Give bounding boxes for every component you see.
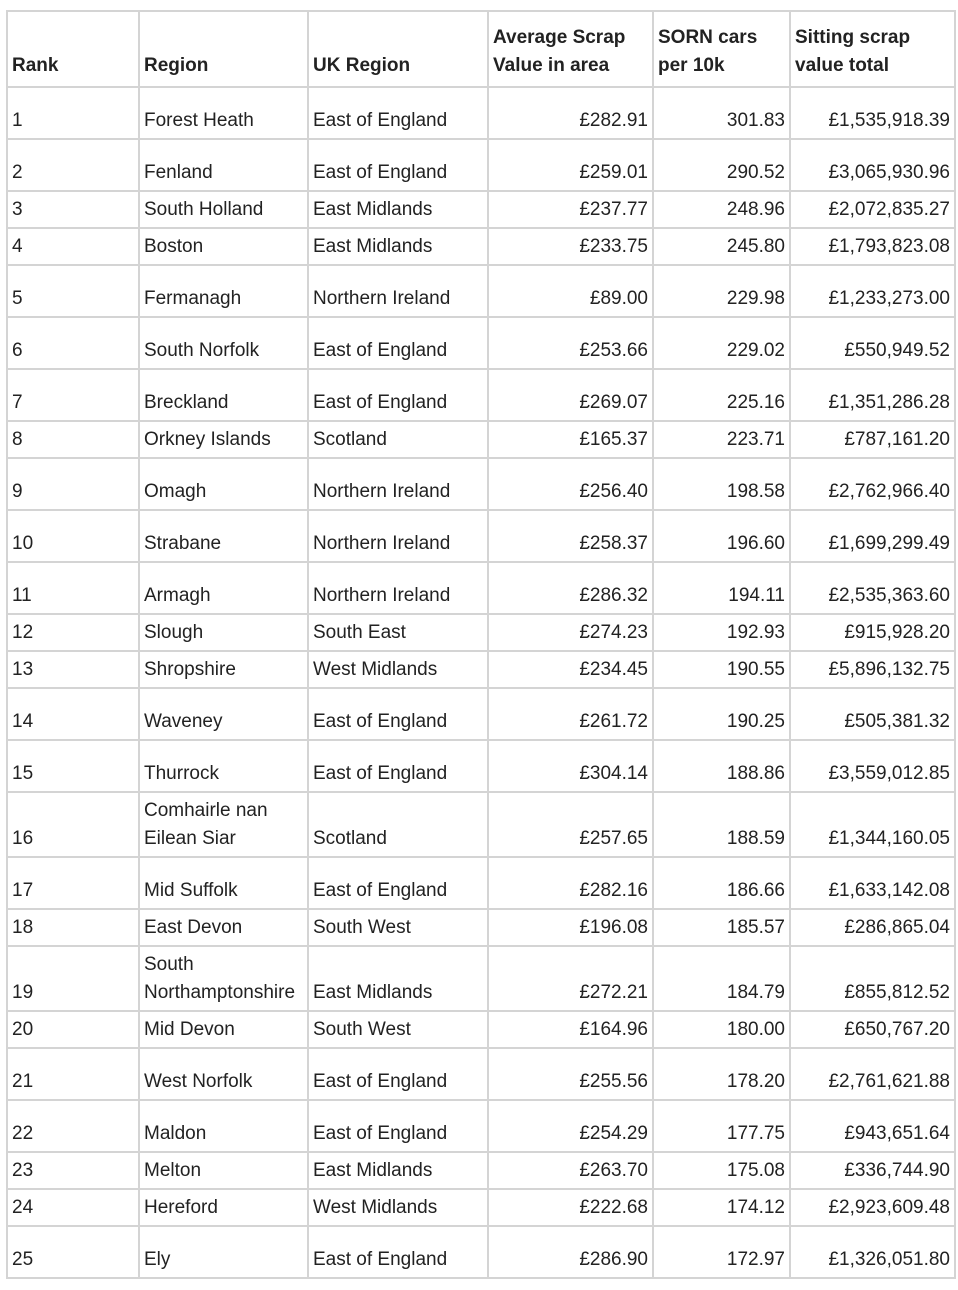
cell-rank: 14 xyxy=(7,688,139,740)
cell-rank: 12 xyxy=(7,614,139,651)
header-avg-scrap: Average Scrap Value in area xyxy=(488,11,653,87)
cell-sitting-total: £5,896,132.75 xyxy=(790,651,955,688)
cell-sorn: 186.66 xyxy=(653,857,790,909)
cell-region: Comhairle nan Eilean Siar xyxy=(139,792,308,857)
cell-avg-scrap: £274.23 xyxy=(488,614,653,651)
cell-uk-region: Northern Ireland xyxy=(308,562,488,614)
header-sorn: SORN cars per 10k xyxy=(653,11,790,87)
cell-avg-scrap: £256.40 xyxy=(488,458,653,510)
cell-sorn: 192.93 xyxy=(653,614,790,651)
cell-avg-scrap: £261.72 xyxy=(488,688,653,740)
cell-rank: 20 xyxy=(7,1011,139,1048)
cell-sitting-total: £650,767.20 xyxy=(790,1011,955,1048)
cell-sitting-total: £1,326,051.80 xyxy=(790,1226,955,1278)
cell-rank: 19 xyxy=(7,946,139,1011)
cell-sorn: 223.71 xyxy=(653,421,790,458)
cell-uk-region: West Midlands xyxy=(308,651,488,688)
cell-rank: 18 xyxy=(7,909,139,946)
cell-sitting-total: £2,923,609.48 xyxy=(790,1189,955,1226)
cell-sitting-total: £1,633,142.08 xyxy=(790,857,955,909)
cell-region: Orkney Islands xyxy=(139,421,308,458)
cell-sorn: 225.16 xyxy=(653,369,790,421)
cell-region: Mid Suffolk xyxy=(139,857,308,909)
table-row xyxy=(7,651,955,688)
cell-region: Slough xyxy=(139,614,308,651)
cell-region: Forest Heath xyxy=(139,87,308,139)
cell-avg-scrap: £254.29 xyxy=(488,1100,653,1152)
cell-region: Armagh xyxy=(139,562,308,614)
cell-sorn: 177.75 xyxy=(653,1100,790,1152)
cell-sitting-total: £3,559,012.85 xyxy=(790,740,955,792)
cell-uk-region: Scotland xyxy=(308,421,488,458)
cell-uk-region: East of England xyxy=(308,369,488,421)
cell-rank: 9 xyxy=(7,458,139,510)
cell-avg-scrap: £258.37 xyxy=(488,510,653,562)
cell-avg-scrap: £286.32 xyxy=(488,562,653,614)
cell-sitting-total: £3,065,930.96 xyxy=(790,139,955,191)
cell-region: South Holland xyxy=(139,191,308,228)
cell-uk-region: Scotland xyxy=(308,792,488,857)
table-row xyxy=(7,1226,955,1278)
table-row xyxy=(7,228,955,265)
table-row xyxy=(7,191,955,228)
cell-sitting-total: £1,793,823.08 xyxy=(790,228,955,265)
table-row xyxy=(7,1048,955,1100)
cell-sorn: 248.96 xyxy=(653,191,790,228)
cell-sorn: 180.00 xyxy=(653,1011,790,1048)
cell-avg-scrap: £164.96 xyxy=(488,1011,653,1048)
cell-region: South Northamptonshire xyxy=(139,946,308,1011)
cell-rank: 22 xyxy=(7,1100,139,1152)
header-region: Region xyxy=(139,11,308,87)
table-row xyxy=(7,792,955,857)
table-row xyxy=(7,1100,955,1152)
scrap-value-table xyxy=(6,10,956,1279)
cell-sorn: 188.86 xyxy=(653,740,790,792)
cell-rank: 16 xyxy=(7,792,139,857)
cell-rank: 23 xyxy=(7,1152,139,1189)
table-row xyxy=(7,909,955,946)
cell-sitting-total: £915,928.20 xyxy=(790,614,955,651)
cell-region: Thurrock xyxy=(139,740,308,792)
cell-uk-region: South West xyxy=(308,909,488,946)
cell-sitting-total: £2,762,966.40 xyxy=(790,458,955,510)
cell-region: Hereford xyxy=(139,1189,308,1226)
header-uk-region: UK Region xyxy=(308,11,488,87)
cell-avg-scrap: £89.00 xyxy=(488,265,653,317)
cell-sorn: 178.20 xyxy=(653,1048,790,1100)
cell-avg-scrap: £286.90 xyxy=(488,1226,653,1278)
cell-rank: 6 xyxy=(7,317,139,369)
table-row xyxy=(7,1152,955,1189)
table-row xyxy=(7,510,955,562)
cell-sitting-total: £1,535,918.39 xyxy=(790,87,955,139)
header-sitting-total: Sitting scrap value total xyxy=(790,11,955,87)
cell-rank: 2 xyxy=(7,139,139,191)
cell-region: Fermanagh xyxy=(139,265,308,317)
cell-sorn: 175.08 xyxy=(653,1152,790,1189)
cell-uk-region: East of England xyxy=(308,1226,488,1278)
cell-sitting-total: £550,949.52 xyxy=(790,317,955,369)
cell-sorn: 290.52 xyxy=(653,139,790,191)
cell-avg-scrap: £253.66 xyxy=(488,317,653,369)
cell-region: Maldon xyxy=(139,1100,308,1152)
cell-rank: 24 xyxy=(7,1189,139,1226)
table-row xyxy=(7,946,955,1011)
cell-sorn: 184.79 xyxy=(653,946,790,1011)
table-row xyxy=(7,857,955,909)
cell-avg-scrap: £196.08 xyxy=(488,909,653,946)
table-row xyxy=(7,139,955,191)
cell-region: Boston xyxy=(139,228,308,265)
cell-uk-region: South East xyxy=(308,614,488,651)
cell-uk-region: East of England xyxy=(308,1100,488,1152)
table-row xyxy=(7,458,955,510)
cell-uk-region: East of England xyxy=(308,317,488,369)
cell-rank: 25 xyxy=(7,1226,139,1278)
table-row xyxy=(7,740,955,792)
cell-sitting-total: £336,744.90 xyxy=(790,1152,955,1189)
cell-sorn: 190.25 xyxy=(653,688,790,740)
cell-sorn: 198.58 xyxy=(653,458,790,510)
cell-avg-scrap: £263.70 xyxy=(488,1152,653,1189)
table-row xyxy=(7,1011,955,1048)
table-row xyxy=(7,614,955,651)
cell-uk-region: East of England xyxy=(308,1048,488,1100)
cell-region: East Devon xyxy=(139,909,308,946)
cell-region: Melton xyxy=(139,1152,308,1189)
cell-rank: 3 xyxy=(7,191,139,228)
cell-uk-region: Northern Ireland xyxy=(308,458,488,510)
cell-sitting-total: £855,812.52 xyxy=(790,946,955,1011)
cell-region: South Norfolk xyxy=(139,317,308,369)
cell-sorn: 196.60 xyxy=(653,510,790,562)
table-row xyxy=(7,317,955,369)
cell-sorn: 188.59 xyxy=(653,792,790,857)
cell-sorn: 229.98 xyxy=(653,265,790,317)
cell-sorn: 190.55 xyxy=(653,651,790,688)
cell-rank: 4 xyxy=(7,228,139,265)
cell-uk-region: South West xyxy=(308,1011,488,1048)
cell-avg-scrap: £272.21 xyxy=(488,946,653,1011)
table-row xyxy=(7,562,955,614)
cell-avg-scrap: £233.75 xyxy=(488,228,653,265)
cell-avg-scrap: £282.16 xyxy=(488,857,653,909)
cell-sitting-total: £1,699,299.49 xyxy=(790,510,955,562)
cell-avg-scrap: £237.77 xyxy=(488,191,653,228)
cell-region: Shropshire xyxy=(139,651,308,688)
cell-region: Strabane xyxy=(139,510,308,562)
cell-uk-region: East of England xyxy=(308,139,488,191)
cell-sorn: 174.12 xyxy=(653,1189,790,1226)
cell-sitting-total: £2,761,621.88 xyxy=(790,1048,955,1100)
cell-avg-scrap: £257.65 xyxy=(488,792,653,857)
cell-uk-region: East Midlands xyxy=(308,228,488,265)
cell-sorn: 172.97 xyxy=(653,1226,790,1278)
cell-rank: 5 xyxy=(7,265,139,317)
cell-rank: 17 xyxy=(7,857,139,909)
cell-sitting-total: £1,344,160.05 xyxy=(790,792,955,857)
cell-uk-region: East of England xyxy=(308,740,488,792)
table-row xyxy=(7,87,955,139)
table-row xyxy=(7,1189,955,1226)
cell-region: Ely xyxy=(139,1226,308,1278)
cell-rank: 8 xyxy=(7,421,139,458)
cell-avg-scrap: £222.68 xyxy=(488,1189,653,1226)
cell-sitting-total: £787,161.20 xyxy=(790,421,955,458)
cell-avg-scrap: £282.91 xyxy=(488,87,653,139)
cell-avg-scrap: £269.07 xyxy=(488,369,653,421)
cell-region: Waveney xyxy=(139,688,308,740)
cell-avg-scrap: £255.56 xyxy=(488,1048,653,1100)
cell-sitting-total: £943,651.64 xyxy=(790,1100,955,1152)
cell-sorn: 229.02 xyxy=(653,317,790,369)
cell-region: Mid Devon xyxy=(139,1011,308,1048)
cell-uk-region: East Midlands xyxy=(308,1152,488,1189)
cell-rank: 1 xyxy=(7,87,139,139)
table-row xyxy=(7,265,955,317)
cell-sitting-total: £286,865.04 xyxy=(790,909,955,946)
cell-uk-region: West Midlands xyxy=(308,1189,488,1226)
cell-uk-region: Northern Ireland xyxy=(308,265,488,317)
cell-sitting-total: £1,233,273.00 xyxy=(790,265,955,317)
cell-avg-scrap: £304.14 xyxy=(488,740,653,792)
header-rank: Rank xyxy=(7,11,139,87)
cell-sitting-total: £2,072,835.27 xyxy=(790,191,955,228)
cell-rank: 10 xyxy=(7,510,139,562)
cell-sitting-total: £2,535,363.60 xyxy=(790,562,955,614)
cell-avg-scrap: £165.37 xyxy=(488,421,653,458)
table-row xyxy=(7,369,955,421)
cell-avg-scrap: £259.01 xyxy=(488,139,653,191)
cell-rank: 21 xyxy=(7,1048,139,1100)
cell-sorn: 301.83 xyxy=(653,87,790,139)
cell-sorn: 194.11 xyxy=(653,562,790,614)
cell-sorn: 185.57 xyxy=(653,909,790,946)
cell-sorn: 245.80 xyxy=(653,228,790,265)
cell-sitting-total: £505,381.32 xyxy=(790,688,955,740)
cell-region: Fenland xyxy=(139,139,308,191)
cell-avg-scrap: £234.45 xyxy=(488,651,653,688)
table-row xyxy=(7,688,955,740)
cell-region: Omagh xyxy=(139,458,308,510)
cell-rank: 13 xyxy=(7,651,139,688)
cell-uk-region: East of England xyxy=(308,87,488,139)
cell-rank: 15 xyxy=(7,740,139,792)
cell-uk-region: East Midlands xyxy=(308,191,488,228)
cell-uk-region: East of England xyxy=(308,857,488,909)
header-row xyxy=(7,11,955,87)
cell-region: West Norfolk xyxy=(139,1048,308,1100)
cell-rank: 7 xyxy=(7,369,139,421)
cell-uk-region: East of England xyxy=(308,688,488,740)
table-row xyxy=(7,421,955,458)
cell-uk-region: East Midlands xyxy=(308,946,488,1011)
cell-region: Breckland xyxy=(139,369,308,421)
cell-sitting-total: £1,351,286.28 xyxy=(790,369,955,421)
cell-uk-region: Northern Ireland xyxy=(308,510,488,562)
cell-rank: 11 xyxy=(7,562,139,614)
